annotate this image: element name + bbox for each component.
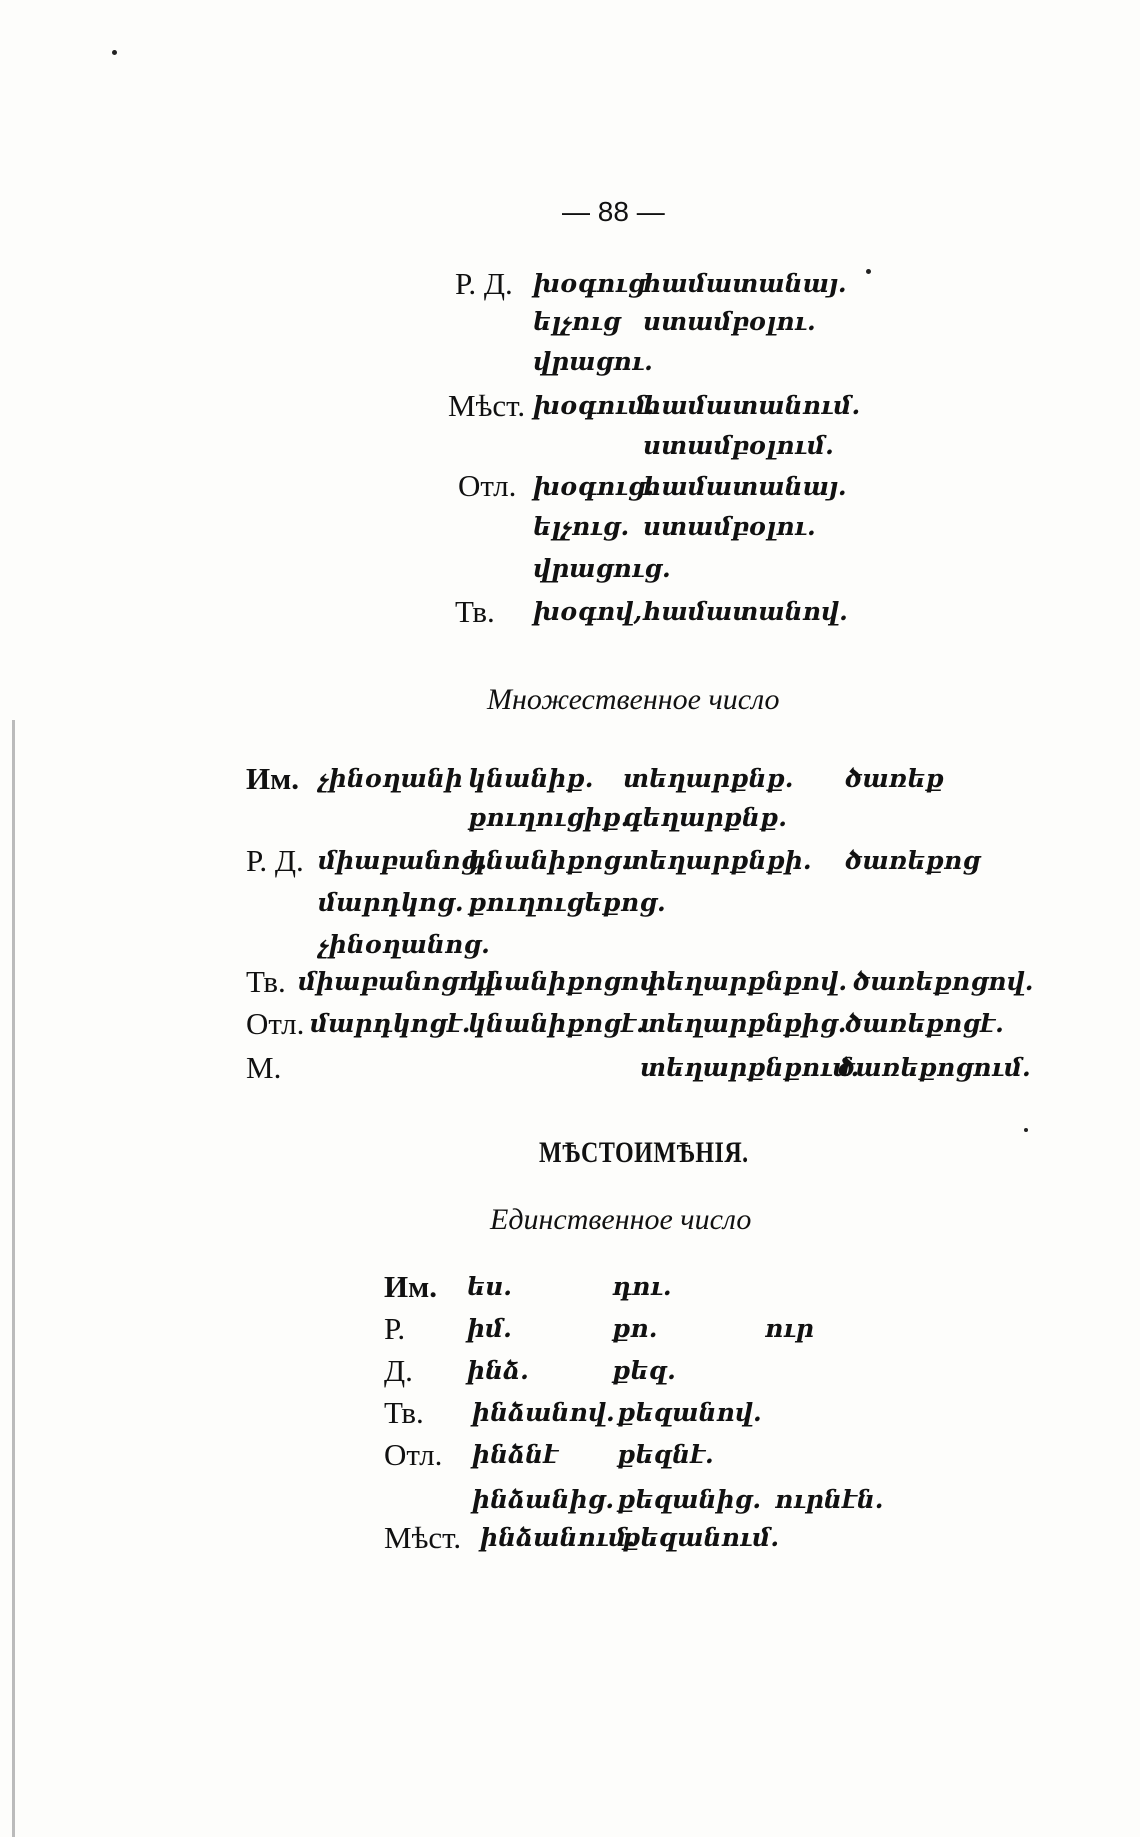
word: տեղարքնքից. xyxy=(640,1009,847,1038)
speck xyxy=(1024,1128,1028,1132)
section-title: МѢСТОИМѢНІЯ. xyxy=(539,1136,749,1170)
word: իմ. xyxy=(467,1314,512,1343)
word: տեղարքնքով. xyxy=(640,967,848,996)
word: միաբանոց. xyxy=(318,846,488,875)
word: մարդկոց. xyxy=(318,888,464,917)
case-label: Тв. xyxy=(384,1395,424,1430)
word: տեղարքնք. xyxy=(623,764,794,793)
word: ինձանում. xyxy=(480,1523,636,1552)
case-label: Тв. xyxy=(455,594,495,629)
word: ստամբօլում. xyxy=(643,431,834,460)
word: համատանով. xyxy=(643,597,848,626)
case-label: Отл. xyxy=(246,1006,305,1041)
word: չինօղանի xyxy=(318,764,463,793)
word: դու. xyxy=(612,1272,672,1301)
case-label: Р. Д. xyxy=(246,843,304,878)
word: ինձ. xyxy=(467,1356,529,1385)
page-number: — 88 — xyxy=(562,196,665,227)
page-edge-shadow xyxy=(12,720,15,1837)
word: ստամբօլու. xyxy=(643,512,816,541)
word: ծառեքոցով. xyxy=(853,967,1034,996)
word: ծառեք xyxy=(845,764,944,793)
case-label: Мѣст. xyxy=(448,388,526,423)
word: համատանայ. xyxy=(643,269,847,298)
pronouns-heading: Единственное число xyxy=(490,1203,752,1236)
word: քեզանով. xyxy=(617,1398,762,1427)
word: կնանիք. xyxy=(468,764,594,793)
word: ստամբօլու. xyxy=(643,307,816,336)
word: քուղուցիք. xyxy=(468,803,630,832)
word: քեզանում. xyxy=(622,1523,780,1552)
word: ելչուց. xyxy=(533,512,630,541)
word: մարդկոցէ. xyxy=(310,1009,471,1038)
word: չինօղանոց. xyxy=(318,930,490,959)
word: վրացու. xyxy=(533,347,653,376)
word: համատանայ. xyxy=(643,472,847,501)
case-label: Р. Д. xyxy=(455,266,513,301)
word: ծառեքոցէ. xyxy=(845,1009,1004,1038)
word: քո. xyxy=(612,1314,658,1343)
word: համատանում. xyxy=(643,391,861,420)
word: քեզ. xyxy=(612,1356,676,1385)
case-label: Д. xyxy=(384,1353,413,1388)
word: խօգում. xyxy=(533,391,655,420)
word: տեղարքնքի. xyxy=(623,846,812,875)
case-label: М. xyxy=(246,1050,282,1085)
word: ինձանից. xyxy=(472,1485,615,1514)
word: կնանիքոցով. xyxy=(468,967,667,996)
word: քեզնէ. xyxy=(617,1440,714,1469)
case-label: Отл. xyxy=(458,468,517,503)
case-label: Им. xyxy=(384,1269,437,1304)
case-label: Отл. xyxy=(384,1437,443,1472)
word: ուրնէն. xyxy=(775,1485,884,1514)
word: խօգով, xyxy=(533,597,643,626)
word: ելչուց xyxy=(533,307,621,336)
word: ինձանով. xyxy=(472,1398,615,1427)
word: տեղարքնքում. xyxy=(640,1053,860,1082)
word: կնանիքոց. xyxy=(468,846,630,875)
plural-heading: Множественное число xyxy=(487,683,780,716)
word: ուր xyxy=(765,1314,814,1343)
word: ինձնէ xyxy=(472,1440,559,1469)
case-label: Мѣст. xyxy=(384,1520,462,1555)
word: գեղարքնք. xyxy=(623,803,787,832)
speck xyxy=(866,269,871,274)
case-label: Тв. xyxy=(246,964,286,999)
word: ես. xyxy=(467,1272,513,1301)
word: վրացուց. xyxy=(533,554,671,583)
case-label: Им. xyxy=(246,761,299,796)
case-label: Р. xyxy=(384,1311,406,1346)
word: ծառեքոցում. xyxy=(838,1053,1031,1082)
word: խօգուց. xyxy=(533,472,655,501)
word: կնանիքոցէ. xyxy=(468,1009,645,1038)
word: ծառեքոց xyxy=(845,846,981,875)
speck xyxy=(112,50,117,55)
word: խօգուց xyxy=(533,269,646,298)
word: քեզանից. xyxy=(617,1485,762,1514)
word: քուղուցեքոց. xyxy=(468,888,666,917)
word: միաբանոցով. xyxy=(298,967,504,996)
